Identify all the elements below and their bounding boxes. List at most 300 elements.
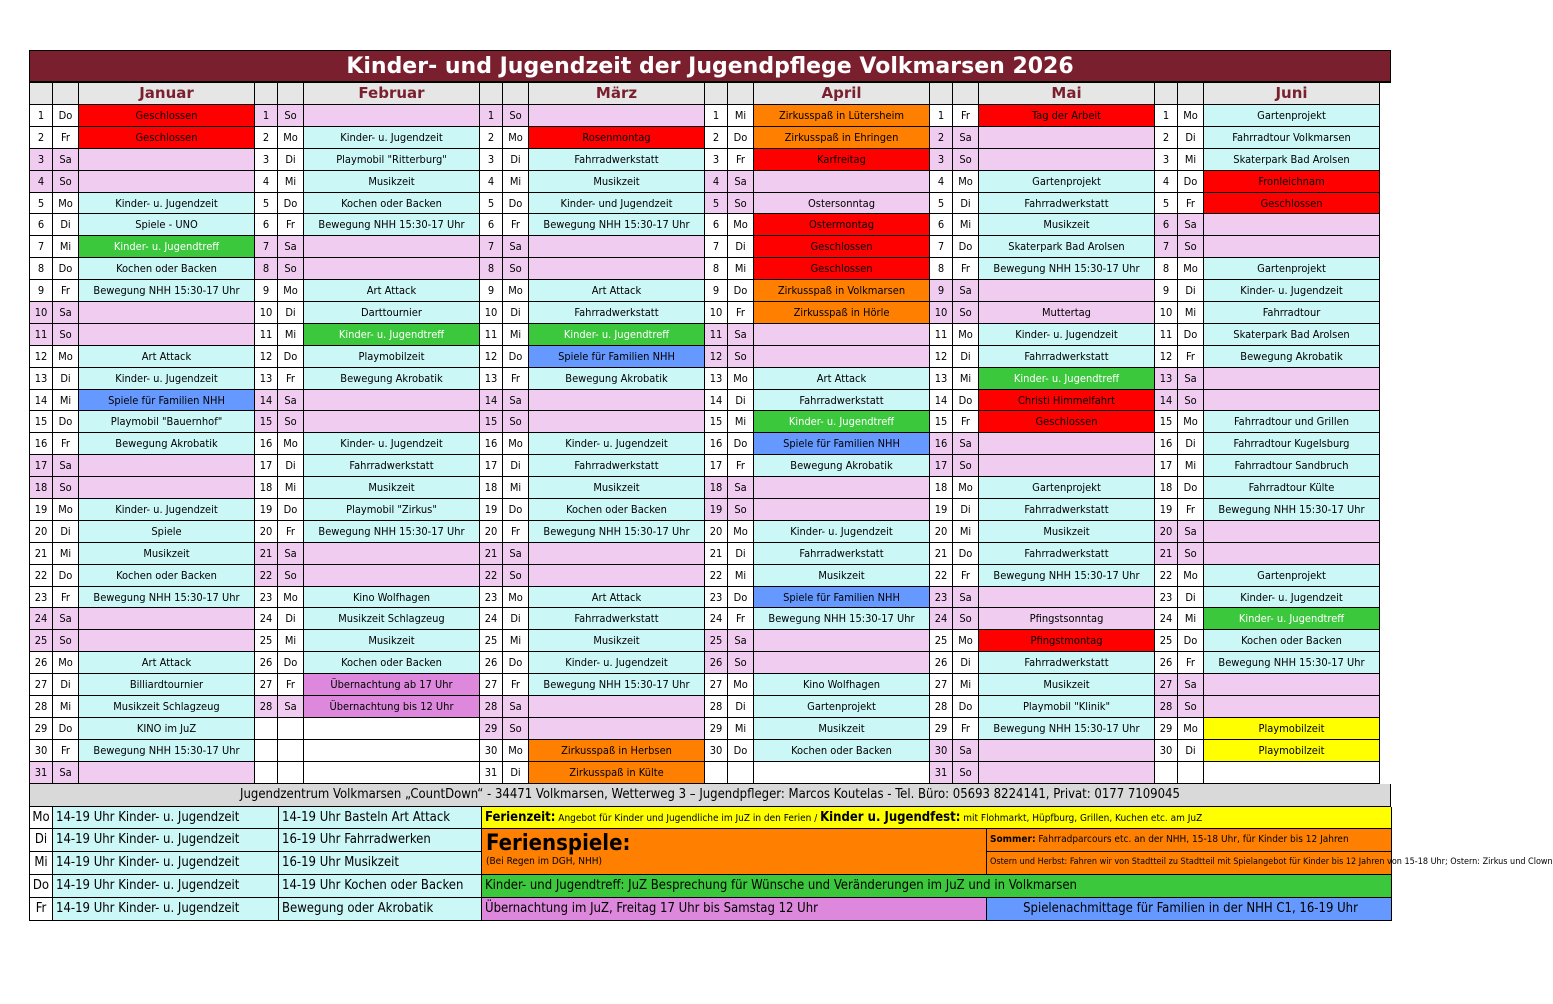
- event-cell: Skaterpark Bad Arolsen: [1204, 324, 1380, 346]
- day-number: 6: [30, 214, 53, 236]
- event-cell: Playmobilzeit: [304, 346, 480, 368]
- day-number: 8: [930, 258, 953, 280]
- weekday: Mi: [53, 390, 79, 412]
- day-number: 15: [255, 411, 278, 433]
- event-cell: Fahrradwerkstatt: [529, 302, 705, 324]
- weekday: Sa: [953, 587, 979, 609]
- event-cell: [1204, 521, 1380, 543]
- event-cell: [979, 127, 1155, 149]
- weekday: Do: [1178, 630, 1204, 652]
- treff-legend: Kinder- und Jugendtreff: JuZ Besprechung für Wünsche und Veränderungen im JuZ und in Volkmarsen: [482, 875, 1392, 898]
- event-cell: [79, 477, 255, 499]
- event-cell: Bewegung NHH 15:30-17 Uhr: [529, 521, 705, 543]
- day-number: 8: [705, 258, 728, 280]
- weekday: Sa: [1178, 368, 1204, 390]
- day-number: 3: [705, 149, 728, 171]
- day-number: 12: [1155, 346, 1178, 368]
- weekday: Mo: [503, 587, 529, 609]
- weekday: So: [728, 652, 754, 674]
- weekday: Mi: [953, 368, 979, 390]
- weekday: Do: [1178, 324, 1204, 346]
- header-blank-weekday: [503, 83, 529, 105]
- day-number: 5: [705, 193, 728, 215]
- weekday: Di: [1178, 740, 1204, 762]
- day-number: 8: [30, 258, 53, 280]
- weekday: Do: [728, 433, 754, 455]
- day-number: 13: [30, 368, 53, 390]
- day-number: 9: [705, 280, 728, 302]
- day-number: 2: [480, 127, 503, 149]
- event-cell: Kinder- u. Jugendzeit: [79, 499, 255, 521]
- day-number: 26: [1155, 652, 1178, 674]
- weekday: Mo: [53, 193, 79, 215]
- weekday: Mi: [278, 630, 304, 652]
- event-cell: Bewegung NHH 15:30-17 Uhr: [79, 587, 255, 609]
- weekday: Mi: [1178, 149, 1204, 171]
- weekday: Di: [278, 455, 304, 477]
- weekly-schedule-b: Bewegung oder Akrobatik: [279, 898, 482, 921]
- day-number: 30: [1155, 740, 1178, 762]
- weekday: Mo: [278, 127, 304, 149]
- uebernachtung-legend: Übernachtung im JuZ, Freitag 17 Uhr bis Samstag 12 Uhr: [482, 898, 987, 921]
- event-cell: Bewegung NHH 15:30-17 Uhr: [529, 214, 705, 236]
- weekly-schedule-b: 16-19 Uhr Musikzeit: [279, 852, 482, 875]
- day-number: 29: [930, 718, 953, 740]
- weekday: So: [728, 499, 754, 521]
- weekday: Di: [278, 149, 304, 171]
- weekly-schedule-a: 14-19 Uhr Kinder- u. Jugendzeit: [53, 829, 279, 852]
- weekday: Do: [728, 740, 754, 762]
- weekday: Mo: [1178, 718, 1204, 740]
- day-number: 17: [30, 455, 53, 477]
- day-number: 17: [930, 455, 953, 477]
- day-number: 7: [480, 236, 503, 258]
- weekday: Mi: [953, 674, 979, 696]
- day-number: 25: [930, 630, 953, 652]
- event-cell: Fahrradwerkstatt: [979, 652, 1155, 674]
- weekday: Mo: [53, 346, 79, 368]
- day-number: 16: [30, 433, 53, 455]
- day-number: 24: [705, 608, 728, 630]
- weekday: So: [1178, 543, 1204, 565]
- day-number: 18: [1155, 477, 1178, 499]
- event-cell: Art Attack: [529, 280, 705, 302]
- event-cell: Kinder- u. Jugendtreff: [979, 368, 1155, 390]
- weekday: So: [53, 171, 79, 193]
- weekly-schedule-b: 14-19 Uhr Kochen oder Backen: [279, 875, 482, 898]
- day-number: 11: [1155, 324, 1178, 346]
- weekday: Fr: [1178, 499, 1204, 521]
- weekday: Mi: [953, 521, 979, 543]
- sommer-legend: [987, 829, 1392, 852]
- weekday: Sa: [1178, 521, 1204, 543]
- weekday: Di: [1178, 433, 1204, 455]
- event-cell: Musikzeit: [979, 674, 1155, 696]
- day-number: 6: [930, 214, 953, 236]
- weekday: Mi: [503, 171, 529, 193]
- day-number: 13: [1155, 368, 1178, 390]
- weekday: So: [53, 477, 79, 499]
- weekday: Sa: [953, 433, 979, 455]
- day-number: 29: [30, 718, 53, 740]
- weekday: Mi: [728, 718, 754, 740]
- event-cell: [754, 346, 930, 368]
- weekday: Di: [503, 762, 529, 784]
- day-number: 3: [30, 149, 53, 171]
- day-number: 27: [705, 674, 728, 696]
- weekday: So: [1178, 696, 1204, 718]
- weekday: Fr: [53, 280, 79, 302]
- day-number: 19: [930, 499, 953, 521]
- event-cell: Musikzeit Schlagzeug: [79, 696, 255, 718]
- event-cell: Zirkusspaß in Külte: [529, 762, 705, 784]
- weekday: Sa: [953, 280, 979, 302]
- event-cell: Fahrradtour Külte: [1204, 477, 1380, 499]
- event-cell: Übernachtung ab 17 Uhr: [304, 674, 480, 696]
- event-cell: Musikzeit: [304, 630, 480, 652]
- day-number: 22: [480, 565, 503, 587]
- day-number: 18: [930, 477, 953, 499]
- event-cell: Art Attack: [79, 346, 255, 368]
- empty-weekday: [278, 740, 304, 762]
- event-cell: [79, 324, 255, 346]
- day-number: 24: [1155, 608, 1178, 630]
- weekday: Fr: [1178, 652, 1204, 674]
- weekly-schedule-a: 14-19 Uhr Kinder- u. Jugendzeit: [53, 875, 279, 898]
- day-number: 21: [930, 543, 953, 565]
- day-number: 27: [1155, 674, 1178, 696]
- header-blank-day: [1155, 83, 1178, 105]
- event-cell: Kinder- u. Jugendzeit: [529, 433, 705, 455]
- event-cell: Bewegung Akrobatik: [1204, 346, 1380, 368]
- day-number: 21: [705, 543, 728, 565]
- event-cell: [529, 236, 705, 258]
- event-cell: Geschlossen: [1204, 193, 1380, 215]
- event-cell: Skaterpark Bad Arolsen: [1204, 149, 1380, 171]
- weekday: Di: [503, 455, 529, 477]
- weekday: Fr: [503, 368, 529, 390]
- empty-event-cell: [304, 762, 480, 784]
- event-cell: Musikzeit Schlagzeug: [304, 608, 480, 630]
- ferienspiele-title: Ferienspiele:: [486, 831, 631, 857]
- weekday: Mo: [728, 368, 754, 390]
- day-number: 23: [480, 587, 503, 609]
- event-cell: [979, 455, 1155, 477]
- weekday: So: [278, 411, 304, 433]
- header-blank-weekday: [278, 83, 304, 105]
- event-cell: Playmobil "Klinik": [979, 696, 1155, 718]
- day-number: 25: [705, 630, 728, 652]
- weekday: Do: [503, 652, 529, 674]
- weekly-schedule-a: 14-19 Uhr Kinder- u. Jugendzeit: [53, 807, 279, 830]
- weekday: So: [503, 565, 529, 587]
- weekday: Mi: [728, 411, 754, 433]
- day-number: 11: [480, 324, 503, 346]
- empty-event-cell: [1204, 762, 1380, 784]
- day-number: 23: [30, 587, 53, 609]
- weekday: So: [278, 565, 304, 587]
- event-cell: Musikzeit: [754, 718, 930, 740]
- day-number: 18: [30, 477, 53, 499]
- day-number: 23: [930, 587, 953, 609]
- event-cell: Musikzeit: [754, 565, 930, 587]
- event-cell: Kinder- u. Jugendzeit: [79, 193, 255, 215]
- event-cell: Bewegung NHH 15:30-17 Uhr: [754, 608, 930, 630]
- weekday: Sa: [728, 324, 754, 346]
- weekday: Fr: [278, 521, 304, 543]
- event-cell: [79, 608, 255, 630]
- day-number: 13: [705, 368, 728, 390]
- day-number: 27: [480, 674, 503, 696]
- event-cell: Kinder- u. Jugendtreff: [304, 324, 480, 346]
- event-cell: Bewegung NHH 15:30-17 Uhr: [304, 214, 480, 236]
- weekday: Fr: [53, 587, 79, 609]
- event-cell: Musikzeit: [529, 477, 705, 499]
- day-number: 5: [30, 193, 53, 215]
- day-number: 28: [1155, 696, 1178, 718]
- weekday: So: [953, 302, 979, 324]
- weekday: Mi: [503, 324, 529, 346]
- day-number: 20: [480, 521, 503, 543]
- weekday: Fr: [53, 740, 79, 762]
- day-number: 1: [1155, 105, 1178, 127]
- weekday: Fr: [728, 608, 754, 630]
- weekday: Mo: [728, 674, 754, 696]
- weekday: So: [1178, 390, 1204, 412]
- day-number: 3: [1155, 149, 1178, 171]
- weekday: Mo: [953, 630, 979, 652]
- address-bar: Jugendzentrum Volkmarsen „CountDown“ - 34471 Volkmarsen, Wetterweg 3 – Jugendpfleger: Marcos Koutelas - Tel. Büro: 05693 8224141, Privat: 0177 7109045: [29, 784, 1391, 807]
- weekday: So: [728, 346, 754, 368]
- day-number: 22: [930, 565, 953, 587]
- event-cell: Bewegung NHH 15:30-17 Uhr: [79, 280, 255, 302]
- event-cell: Spiele für Familien NHH: [79, 390, 255, 412]
- event-cell: Bewegung Akrobatik: [529, 368, 705, 390]
- weekday-label: Mo: [30, 807, 53, 830]
- day-number: 27: [930, 674, 953, 696]
- event-cell: Musikzeit: [304, 171, 480, 193]
- weekday: Sa: [503, 236, 529, 258]
- weekday: Do: [503, 499, 529, 521]
- event-cell: Playmobilzeit: [1204, 718, 1380, 740]
- event-cell: Fahrradwerkstatt: [754, 543, 930, 565]
- event-cell: Kinder- u. Jugendtreff: [529, 324, 705, 346]
- weekly-schedule-b: 16-19 Uhr Fahrradwerken: [279, 829, 482, 852]
- event-cell: Musikzeit: [304, 477, 480, 499]
- weekday-label: Mi: [30, 852, 53, 875]
- event-cell: Kinder- u. Jugendzeit: [1204, 280, 1380, 302]
- weekday: Do: [728, 280, 754, 302]
- event-cell: [304, 390, 480, 412]
- weekday: Mo: [1178, 258, 1204, 280]
- weekday: Mo: [728, 521, 754, 543]
- event-cell: [754, 324, 930, 346]
- weekday: So: [728, 193, 754, 215]
- weekday: Fr: [953, 258, 979, 280]
- day-number: 24: [30, 608, 53, 630]
- day-number: 24: [480, 608, 503, 630]
- event-cell: Bewegung NHH 15:30-17 Uhr: [1204, 499, 1380, 521]
- event-cell: [754, 652, 930, 674]
- empty-event-cell: [304, 718, 480, 740]
- day-number: 4: [930, 171, 953, 193]
- weekday: Mo: [1178, 411, 1204, 433]
- event-cell: Playmobil "Bauernhof": [79, 411, 255, 433]
- event-cell: [529, 565, 705, 587]
- day-number: 6: [480, 214, 503, 236]
- weekday: Do: [503, 193, 529, 215]
- day-number: 27: [255, 674, 278, 696]
- day-number: 28: [30, 696, 53, 718]
- weekday: Sa: [53, 762, 79, 784]
- weekday: Do: [1178, 171, 1204, 193]
- event-cell: Fahrradwerkstatt: [529, 608, 705, 630]
- weekday: Di: [953, 499, 979, 521]
- day-number: 20: [1155, 521, 1178, 543]
- weekday: Do: [953, 696, 979, 718]
- ferienspiele-legend: [482, 829, 987, 875]
- event-cell: Tag der Arbeit: [979, 105, 1155, 127]
- day-number: 12: [480, 346, 503, 368]
- weekday: Mi: [503, 477, 529, 499]
- event-cell: Kochen oder Backen: [304, 652, 480, 674]
- sommer-text: Fahrradparcours etc. an der NHH, 15-18 Uhr, für Kinder bis 12 Jahren: [1035, 834, 1349, 846]
- header-blank-weekday: [728, 83, 754, 105]
- event-cell: Spiele für Familien NHH: [754, 587, 930, 609]
- event-cell: [79, 302, 255, 324]
- event-cell: Kinder- u. Jugendzeit: [79, 368, 255, 390]
- header-blank-day: [30, 83, 53, 105]
- event-cell: Bewegung Akrobatik: [304, 368, 480, 390]
- day-number: 6: [705, 214, 728, 236]
- day-number: 15: [705, 411, 728, 433]
- weekday: Fr: [278, 214, 304, 236]
- weekday: Mi: [503, 630, 529, 652]
- calendar-grid: [29, 82, 1391, 784]
- day-number: 12: [705, 346, 728, 368]
- event-cell: [529, 105, 705, 127]
- event-cell: [754, 477, 930, 499]
- weekday: Mi: [1178, 608, 1204, 630]
- weekday: Mo: [278, 587, 304, 609]
- weekday: Do: [53, 565, 79, 587]
- day-number: 23: [705, 587, 728, 609]
- event-cell: Gartenprojekt: [979, 171, 1155, 193]
- event-cell: Kino Wolfhagen: [754, 674, 930, 696]
- weekday: So: [503, 258, 529, 280]
- weekday: Sa: [278, 696, 304, 718]
- event-cell: [529, 543, 705, 565]
- weekday: Do: [953, 390, 979, 412]
- day-number: 26: [30, 652, 53, 674]
- weekday: Sa: [953, 127, 979, 149]
- day-number: 26: [480, 652, 503, 674]
- day-number: 3: [480, 149, 503, 171]
- empty-day-number: [705, 762, 728, 784]
- empty-weekday: [278, 718, 304, 740]
- event-cell: [79, 171, 255, 193]
- day-number: 8: [255, 258, 278, 280]
- day-number: 21: [255, 543, 278, 565]
- day-number: 2: [930, 127, 953, 149]
- ferienzeit-text: Angebot für Kinder und Jugendliche im JuZ in den Ferien /: [555, 812, 821, 824]
- weekday: Mi: [728, 565, 754, 587]
- day-number: 16: [255, 433, 278, 455]
- day-number: 14: [480, 390, 503, 412]
- day-number: 4: [480, 171, 503, 193]
- weekday: Do: [728, 587, 754, 609]
- weekday: Fr: [1178, 346, 1204, 368]
- weekday: Di: [53, 214, 79, 236]
- day-number: 13: [930, 368, 953, 390]
- event-cell: [529, 258, 705, 280]
- event-cell: Bewegung NHH 15:30-17 Uhr: [979, 718, 1155, 740]
- month-header: März: [529, 83, 705, 105]
- weekday: Sa: [53, 302, 79, 324]
- day-number: 29: [1155, 718, 1178, 740]
- empty-weekday: [728, 762, 754, 784]
- event-cell: Kochen oder Backen: [754, 740, 930, 762]
- day-number: 13: [480, 368, 503, 390]
- weekday: Mo: [953, 171, 979, 193]
- event-cell: [79, 149, 255, 171]
- event-cell: [529, 390, 705, 412]
- month-header: Mai: [979, 83, 1155, 105]
- event-cell: Fahrradwerkstatt: [979, 543, 1155, 565]
- event-cell: Gartenprojekt: [979, 477, 1155, 499]
- weekday: Fr: [1178, 193, 1204, 215]
- weekday: Sa: [278, 390, 304, 412]
- day-number: 4: [30, 171, 53, 193]
- day-number: 25: [255, 630, 278, 652]
- day-number: 1: [930, 105, 953, 127]
- event-cell: Musikzeit: [979, 521, 1155, 543]
- day-number: 5: [930, 193, 953, 215]
- day-number: 15: [30, 411, 53, 433]
- event-cell: [979, 740, 1155, 762]
- weekday: Mo: [53, 499, 79, 521]
- day-number: 2: [1155, 127, 1178, 149]
- event-cell: Zirkusspaß in Herbsen: [529, 740, 705, 762]
- weekday: Mi: [278, 171, 304, 193]
- event-cell: Kinder- u. Jugendzeit: [529, 652, 705, 674]
- weekday: Do: [1178, 477, 1204, 499]
- event-cell: Kinder- und Jugendzeit: [529, 193, 705, 215]
- month-header: Februar: [304, 83, 480, 105]
- weekday: So: [278, 105, 304, 127]
- event-cell: [979, 149, 1155, 171]
- event-cell: Art Attack: [79, 652, 255, 674]
- day-number: 2: [255, 127, 278, 149]
- weekday-label: Di: [30, 829, 53, 852]
- weekday: Sa: [1178, 214, 1204, 236]
- ostern-legend: Ostern und Herbst: Fahren wir von Stadtteil zu Stadtteil mit Spielangebot für Kinder bis 12 Jahren von 15-18 Uhr; Ostern: Zirkus und Clown: [987, 852, 1392, 875]
- event-cell: [979, 280, 1155, 302]
- day-number: 28: [930, 696, 953, 718]
- weekday: Mi: [1178, 302, 1204, 324]
- weekday: Fr: [953, 411, 979, 433]
- weekday: Fr: [503, 214, 529, 236]
- day-number: 6: [1155, 214, 1178, 236]
- weekday: Mo: [728, 214, 754, 236]
- day-number: 14: [930, 390, 953, 412]
- day-number: 22: [705, 565, 728, 587]
- weekday: Mo: [53, 652, 79, 674]
- event-cell: Playmobil "Zirkus": [304, 499, 480, 521]
- event-cell: Playmobil "Ritterburg": [304, 149, 480, 171]
- day-number: 15: [930, 411, 953, 433]
- event-cell: Übernachtung bis 12 Uhr: [304, 696, 480, 718]
